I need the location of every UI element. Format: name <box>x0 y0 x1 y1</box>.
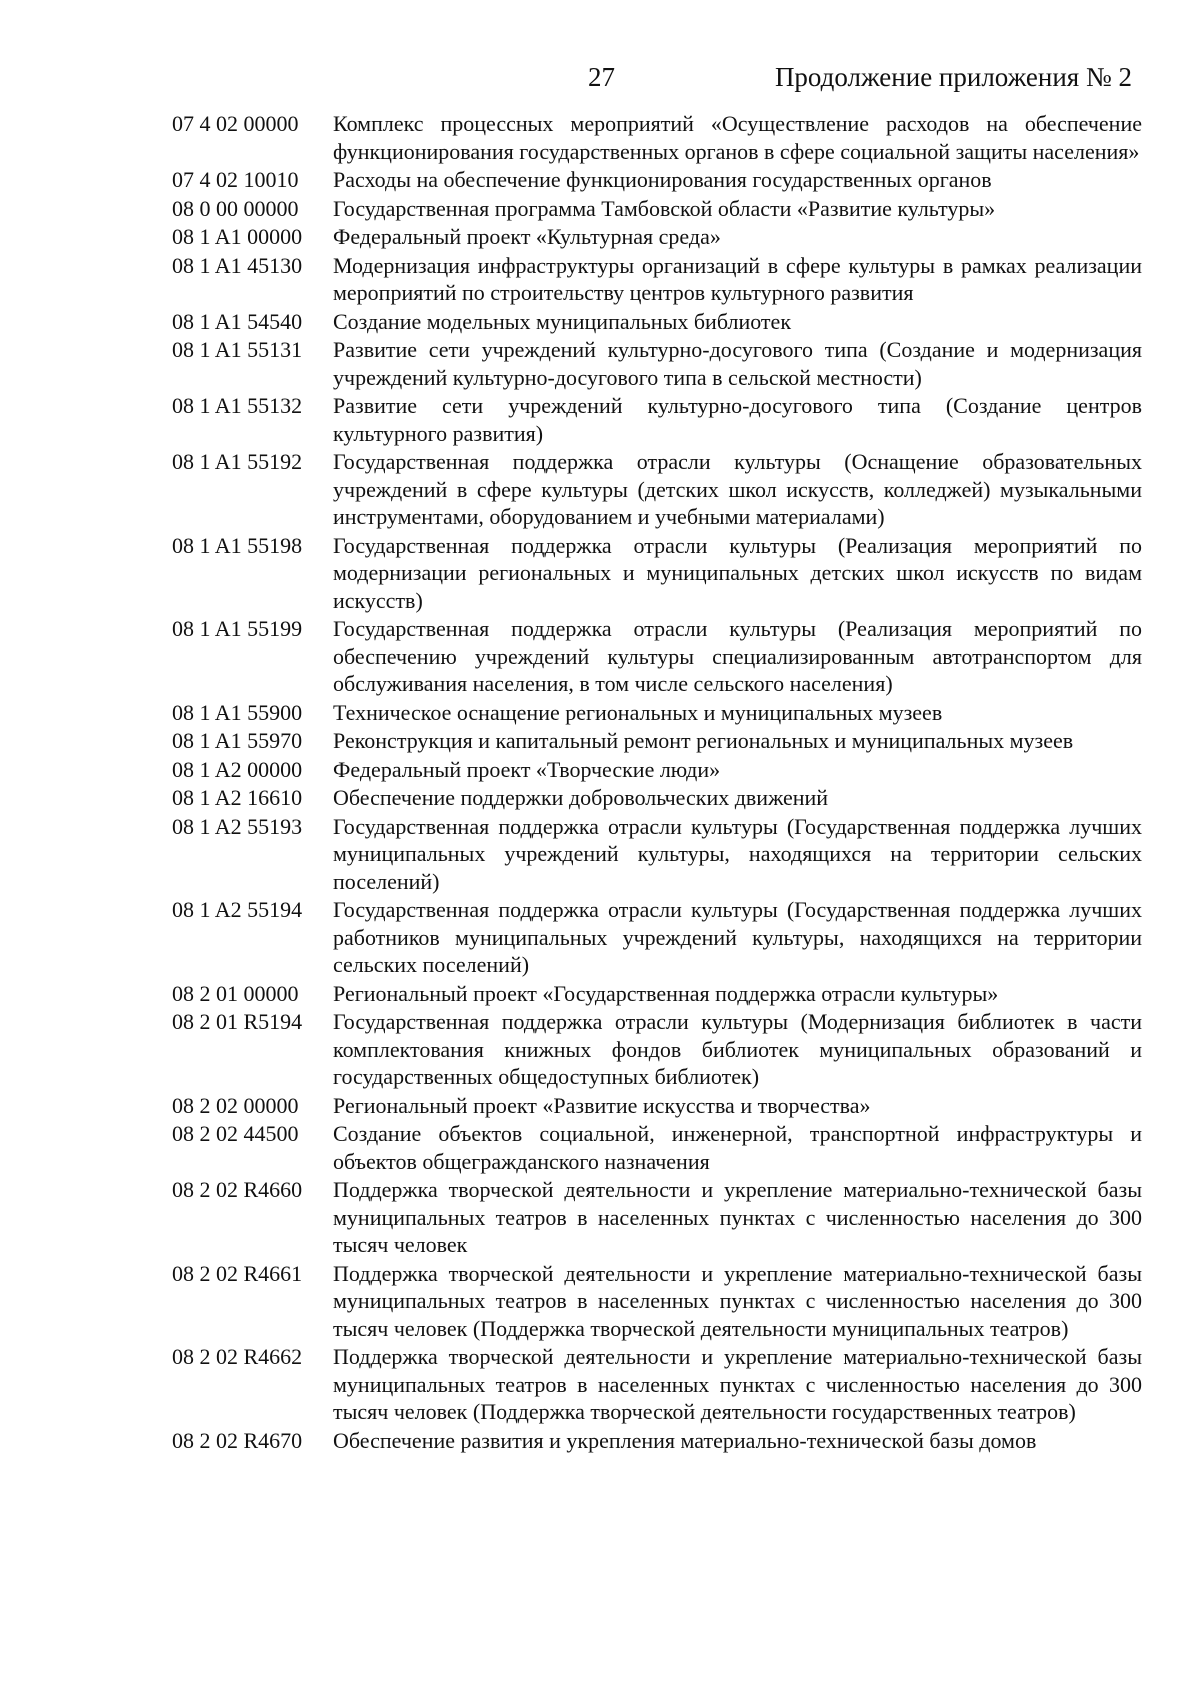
list-item <box>172 756 1142 784</box>
entry-code: 08 1 A2 55194 <box>172 897 303 922</box>
list-item <box>172 727 1142 755</box>
entry-code: 08 0 00 00000 <box>172 195 299 221</box>
entry-description: Техническое оснащение региональных и муниципальных музеев <box>333 699 943 725</box>
entry-code: 08 1 A1 00000 <box>172 224 303 249</box>
list-item <box>172 195 1142 223</box>
list-item <box>172 392 1142 447</box>
entry-description: Государственная поддержка отрасли культуры (Реализация мероприятий по модернизации региональных и муниципальных детских школ искусств по видам искусств) <box>333 532 1142 613</box>
list-item <box>172 615 1142 698</box>
entry-description: Комплекс процессных мероприятий «Осуществление расходов на обеспечение функционирования государственных органов в сфере социальной защиты населения» <box>333 111 1142 164</box>
entry-code: 08 2 02 R4662 <box>172 1344 303 1369</box>
list-item <box>172 813 1142 896</box>
entry-code: 08 1 A1 55192 <box>172 449 303 474</box>
list-item <box>172 1008 1142 1091</box>
list-item <box>172 699 1142 727</box>
entry-description: Создание объектов социальной, инженерной, транспортной инфраструктуры и объектов общегражданского назначения <box>333 1121 1142 1174</box>
entry-code: 08 1 A2 00000 <box>172 756 303 782</box>
entry-description: Государственная программа Тамбовской области «Развитие культуры» <box>333 195 996 221</box>
entry-code: 08 2 02 R4660 <box>172 1177 303 1202</box>
entry-description: Развитие сети учреждений культурно-досугового типа (Создание и модернизация учреждений культурно-досугового типа в сельской местности) <box>333 337 1142 390</box>
list-item <box>172 1176 1142 1259</box>
entry-code: 07 4 02 10010 <box>172 167 299 192</box>
entry-description: Государственная поддержка отрасли культуры (Модернизация библиотек в части комплектования книжных фондов библиотек муниципальных образований и государственных общедоступных библиотек) <box>333 1009 1142 1089</box>
entry-description: Государственная поддержка отрасли культуры (Государственная поддержка лучших муниципальных учреждений культуры, находящихся на территории сельских поселений) <box>333 813 1142 894</box>
entry-description: Федеральный проект «Творческие люди» <box>333 756 721 782</box>
list-item <box>172 532 1142 615</box>
entry-code: 08 2 02 R4670 <box>172 1427 303 1453</box>
list-item <box>172 223 1142 251</box>
list-item <box>172 336 1142 391</box>
entry-code: 08 1 A2 55193 <box>172 813 303 839</box>
list-item <box>172 252 1142 307</box>
entry-code: 08 1 A1 55199 <box>172 616 303 641</box>
list-item <box>172 308 1142 336</box>
entry-code: 08 1 A1 55131 <box>172 337 303 362</box>
entry-description: Поддержка творческой деятельности и укрепление материально-технической базы муниципальных театров в населенных пунктах с численностью населения до 300 тысяч человек (Поддержка творческой деятельности муниципальных театров) <box>333 1260 1142 1341</box>
entry-description: Модернизация инфраструктуры организаций в сфере культуры в рамках реализации мероприятий по строительству центров культурного развития <box>333 252 1142 305</box>
list-item <box>172 110 1142 165</box>
entry-code: 07 4 02 00000 <box>172 111 299 136</box>
entry-code: 08 1 A1 55900 <box>172 699 303 725</box>
entry-description: Развитие сети учреждений культурно-досугового типа (Создание центров культурного развития) <box>333 393 1142 446</box>
entry-description: Государственная поддержка отрасли культуры (Государственная поддержка лучших работников муниципальных учреждений культуры, находящихся на территории сельских поселений) <box>333 897 1142 977</box>
page-number: 27 <box>588 62 615 92</box>
entry-description: Обеспечение развития и укрепления материально-технической базы домов <box>333 1427 1037 1453</box>
entry-description: Региональный проект «Развитие искусства и творчества» <box>333 1092 871 1118</box>
entry-description: Обеспечение поддержки добровольческих движений <box>333 785 829 810</box>
list-item <box>172 784 1142 812</box>
entry-description: Федеральный проект «Культурная среда» <box>333 224 721 249</box>
list-item <box>172 1343 1142 1426</box>
entry-description: Региональный проект «Государственная поддержка отрасли культуры» <box>333 980 999 1006</box>
list-item <box>172 1092 1142 1120</box>
entry-code: 08 1 A2 16610 <box>172 785 303 810</box>
entry-description: Поддержка творческой деятельности и укрепление материально-технической базы муниципальных театров в населенных пунктах с численностью населения до 300 тысяч человек <box>333 1177 1142 1257</box>
list-item <box>172 980 1142 1008</box>
entry-description: Создание модельных муниципальных библиотек <box>333 308 792 334</box>
entry-code: 08 2 02 00000 <box>172 1092 299 1118</box>
list-item <box>172 1260 1142 1343</box>
entry-description: Поддержка творческой деятельности и укрепление материально-технической базы муниципальных театров в населенных пунктах с численностью населения до 300 тысяч человек (Поддержка творческой деятельности государственных театров) <box>333 1344 1142 1424</box>
list-item <box>172 896 1142 979</box>
entry-description: Реконструкция и капитальный ремонт региональных и муниципальных музеев <box>333 728 1074 753</box>
entry-code: 08 2 01 00000 <box>172 980 299 1006</box>
entry-code: 08 1 A1 45130 <box>172 252 303 278</box>
entry-code: 08 2 02 44500 <box>172 1121 299 1146</box>
entry-code: 08 1 A1 55198 <box>172 532 303 558</box>
entry-description: Государственная поддержка отрасли культуры (Реализация мероприятий по обеспечению учреждений культуры специализированным автотранспортом для обслуживания населения, в том числе сельского населения) <box>333 616 1142 696</box>
entry-code: 08 1 A1 54540 <box>172 308 303 334</box>
entry-code: 08 1 A1 55970 <box>172 728 303 753</box>
entry-code: 08 2 01 R5194 <box>172 1009 303 1034</box>
list-item <box>172 166 1142 194</box>
entry-description: Расходы на обеспечение функционирования государственных органов <box>333 167 992 192</box>
list-item <box>172 448 1142 531</box>
list-item <box>172 1427 1142 1455</box>
entry-code: 08 2 02 R4661 <box>172 1260 303 1286</box>
entries-list <box>172 110 1142 1455</box>
list-item <box>172 1120 1142 1175</box>
entry-description: Государственная поддержка отрасли культуры (Оснащение образовательных учреждений в сфере культуры (детских школ искусств, колледжей) музыкальными инструментами, оборудованием и учебными материалами) <box>333 449 1142 529</box>
continuation-label: Продолжение приложения № 2 <box>774 62 1132 92</box>
entry-code: 08 1 A1 55132 <box>172 393 303 418</box>
